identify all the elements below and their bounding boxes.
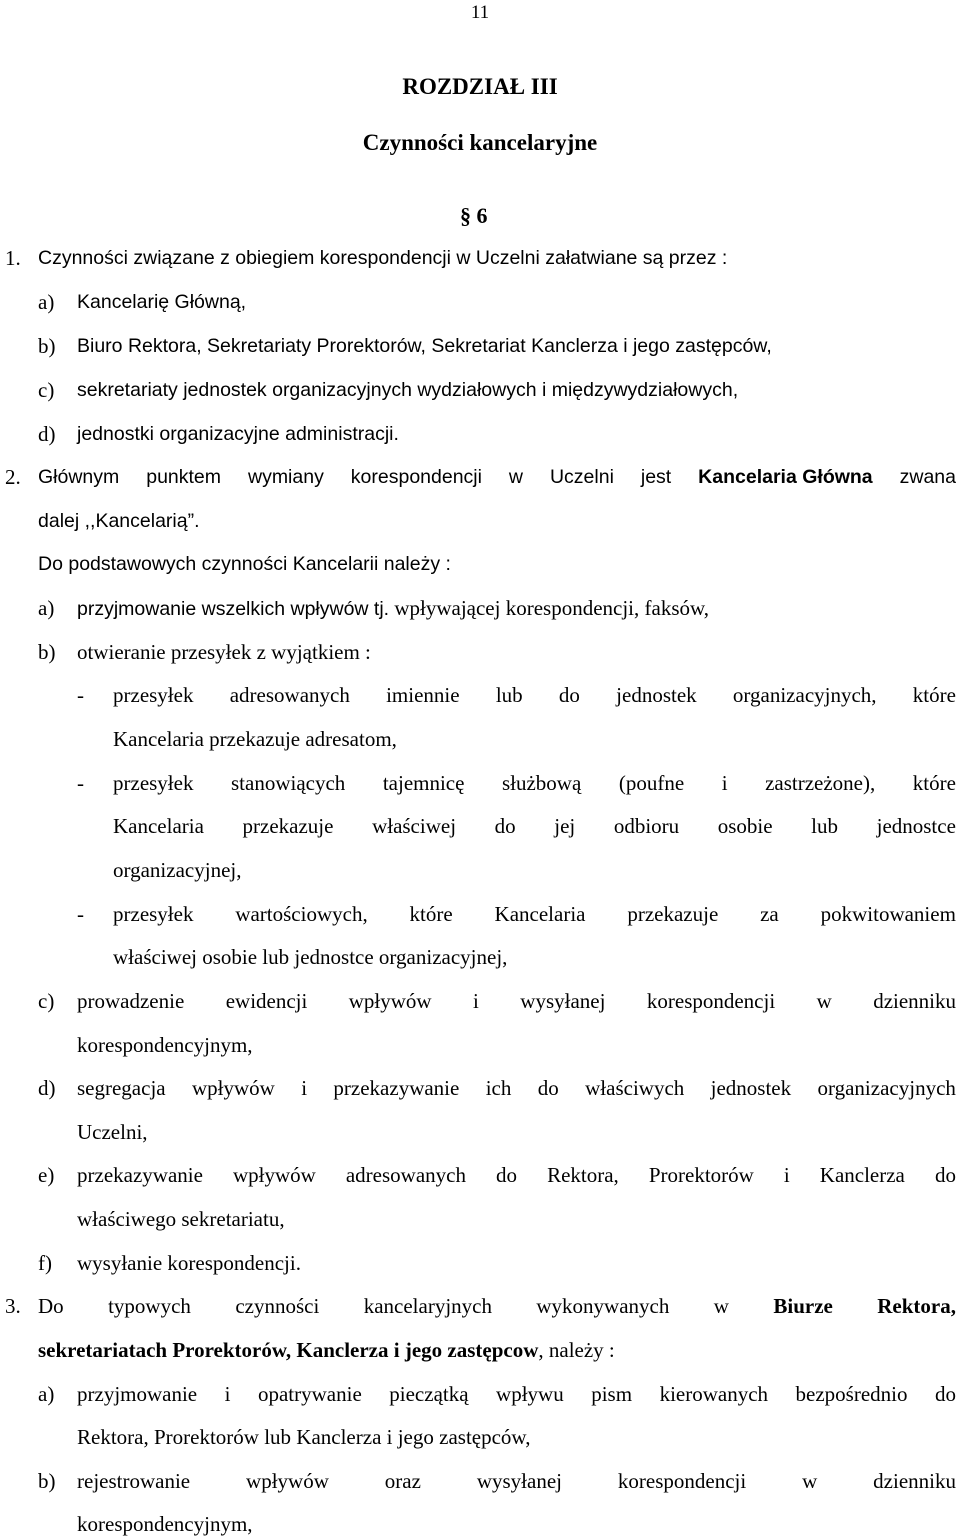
word: do <box>558 683 580 707</box>
word: adresowanych <box>345 1163 466 1187</box>
word: osobie <box>717 814 773 838</box>
word: i <box>301 1076 308 1100</box>
word: pism <box>591 1382 633 1406</box>
word: w <box>508 466 524 488</box>
word: opatrywanie <box>257 1382 362 1406</box>
word: korespondencji <box>646 989 776 1013</box>
p2-item-b-label: b) <box>38 640 56 664</box>
p1-item-c-text: sekretariaty jednostek organizacyjnych wydziałowych i międzywydziałowych, <box>77 379 739 401</box>
word: typowych <box>108 1294 191 1318</box>
word: wpływów <box>348 989 432 1013</box>
dash-2-line3: organizacyjnej, <box>113 858 242 882</box>
word: Kancelaria <box>113 814 204 838</box>
p3-item-a-line1 <box>77 1383 956 1405</box>
word: które <box>912 683 956 707</box>
p1-number: 1. <box>5 246 21 270</box>
p1-item-c-label: c) <box>38 378 55 402</box>
dash-3: - <box>77 902 84 926</box>
word: przesyłek <box>113 771 194 795</box>
p3-item-b-line1 <box>77 1470 956 1492</box>
word: i <box>721 771 728 795</box>
dash-1: - <box>77 683 84 707</box>
word: czynności <box>235 1294 320 1318</box>
p3-line1 <box>38 1295 956 1317</box>
word: dzienniku <box>873 1469 956 1493</box>
p3-item-a-line2: Rektora, Prorektorów lub Kanclerza i jego zastępców, <box>77 1425 531 1449</box>
word: oraz <box>384 1469 421 1493</box>
word: korespondencji <box>350 466 482 488</box>
word: wymiany <box>247 466 324 488</box>
word: i <box>224 1382 231 1406</box>
bold-phrase: Kancelaria Główna <box>698 466 873 488</box>
word: kancelaryjnych <box>363 1294 492 1318</box>
bold-word: Rektora, <box>877 1294 956 1318</box>
p2-item-e-label: e) <box>38 1163 55 1187</box>
p1-item-b-text: Biuro Rektora, Sekretariaty Prorektorów, Sekretariat Kanclerza i jego zastępców, <box>77 335 772 357</box>
word: organizacyjnych, <box>732 683 877 707</box>
word: ewidencji <box>225 989 308 1013</box>
word: służbową <box>501 771 582 795</box>
word: zwana <box>899 466 956 488</box>
word: punktem <box>146 466 222 488</box>
p2-line1 <box>38 466 956 488</box>
word: stanowiących <box>231 771 346 795</box>
word: tajemnicę <box>382 771 465 795</box>
word: do <box>496 1163 518 1187</box>
word: Do <box>38 1294 64 1318</box>
word: wpływów <box>246 1469 329 1493</box>
word: jej <box>554 814 576 838</box>
word: wysyłanej <box>520 989 606 1013</box>
dash-2-line1 <box>113 772 956 794</box>
word: Kanclerza <box>819 1163 905 1187</box>
word: wpływów <box>191 1076 275 1100</box>
word: przekazywanie <box>333 1076 460 1100</box>
word: jednostek <box>616 683 697 707</box>
word: przesyłek <box>113 683 194 707</box>
word: za <box>760 902 779 926</box>
p2-item-c-label: c) <box>38 989 55 1013</box>
p3-item-b-line2: korespondencyjnym, <box>77 1512 253 1536</box>
p2-item-a-label: a) <box>38 596 55 620</box>
word: przekazuje <box>627 902 719 926</box>
p2-item-f-label: f) <box>38 1251 52 1275</box>
word: (poufne <box>618 771 685 795</box>
text-span: przyjmowanie wszelkich wpływów tj. <box>77 598 390 620</box>
word: do <box>935 1382 956 1406</box>
word: które <box>409 902 453 926</box>
p2-item-f-text: wysyłanie korespondencji. <box>77 1251 301 1275</box>
word: kierowanych <box>659 1382 769 1406</box>
word: segregacja <box>77 1076 166 1100</box>
word: lub <box>811 814 839 838</box>
word: przesyłek <box>113 902 194 926</box>
word: Uczelni <box>549 466 614 488</box>
dash-1-line1 <box>113 684 956 706</box>
chapter-title: ROZDZIAŁ III <box>402 74 558 99</box>
p2-item-d-line2: Uczelni, <box>77 1120 148 1144</box>
bold-phrase: sekretariatach Prorektorów, Kanclerza i jego zastępcow <box>38 1338 539 1362</box>
word: do <box>537 1076 559 1100</box>
p2-line2: dalej ,,Kancelarią”. <box>38 510 200 532</box>
p2-number: 2. <box>5 465 21 489</box>
p3-number: 3. <box>5 1294 21 1318</box>
p1-item-b-label: b) <box>38 334 56 358</box>
word: właściwych <box>585 1076 685 1100</box>
word: lub <box>495 683 523 707</box>
p3-item-a-label: a) <box>38 1382 55 1406</box>
word: jednostce <box>876 814 956 838</box>
dash-2: - <box>77 771 84 795</box>
word: przyjmowanie <box>77 1382 198 1406</box>
p2-item-d-label: d) <box>38 1076 56 1100</box>
p3-line2 <box>38 1339 615 1361</box>
word: wpływów <box>232 1163 316 1187</box>
dash-3-line2: właściwej osobie lub jednostce organizacyjnej, <box>113 945 508 969</box>
word: jednostek <box>710 1076 792 1100</box>
text-span: , należy : <box>538 1338 615 1362</box>
word: do <box>934 1163 956 1187</box>
p2-item-c-line1 <box>77 990 956 1012</box>
word: do <box>494 814 516 838</box>
p1-item-d-label: d) <box>38 422 56 446</box>
p1-text: Czynności związane z obiegiem korespondencji w Uczelni załatwiane są przez : <box>38 247 728 269</box>
p2-item-e-line1 <box>77 1164 956 1186</box>
dash-3-line1 <box>113 903 956 925</box>
p3-item-b-label: b) <box>38 1469 56 1493</box>
word: Rektora, <box>547 1163 619 1187</box>
word: wartościowych, <box>235 902 368 926</box>
word: prowadzenie <box>77 989 185 1013</box>
word: w <box>713 1294 729 1318</box>
word: wpływu <box>496 1382 564 1406</box>
p1-item-d-text: jednostki organizacyjne administracji. <box>77 423 399 445</box>
word: wysyłanej <box>476 1469 562 1493</box>
word: Głównym <box>38 466 120 488</box>
dash-2-line2 <box>113 815 956 837</box>
word: przekazuje <box>242 814 334 838</box>
word: adresowanych <box>229 683 350 707</box>
bold-word: Biurze <box>773 1294 833 1318</box>
word: pokwitowaniem <box>820 902 956 926</box>
word: właściwej <box>372 814 457 838</box>
p2-item-c-line2: korespondencyjnym, <box>77 1033 253 1057</box>
word: w <box>802 1469 818 1493</box>
word: rejestrowanie <box>77 1469 191 1493</box>
word: pieczątką <box>389 1382 469 1406</box>
page-number: 11 <box>470 2 490 23</box>
chapter-subtitle: Czynności kancelaryjne <box>362 130 598 155</box>
word: zastrzeżone), <box>765 771 876 795</box>
word: Prorektorów <box>648 1163 754 1187</box>
word: imiennie <box>386 683 460 707</box>
word: które <box>912 771 956 795</box>
word: i <box>783 1163 790 1187</box>
word: przekazywanie <box>77 1163 203 1187</box>
p2-item-d-line1 <box>77 1077 956 1099</box>
dash-1-line2: Kancelaria przekazuje adresatom, <box>113 727 397 751</box>
word: ich <box>485 1076 512 1100</box>
p1-item-a-text: Kancelarię Główną, <box>77 291 247 313</box>
word: wykonywanych <box>536 1294 670 1318</box>
p1-item-a-label: a) <box>38 290 55 314</box>
p2-intro: Do podstawowych czynności Kancelarii należy : <box>38 553 451 575</box>
word: i <box>473 989 479 1013</box>
word: korespondencji <box>617 1469 747 1493</box>
text-span: wpływającej korespondencji, faksów, <box>394 596 710 620</box>
p2-item-a-text <box>77 597 709 620</box>
word: bezpośrednio <box>795 1382 908 1406</box>
word: odbioru <box>613 814 680 838</box>
word: w <box>816 989 832 1013</box>
word: Kancelaria <box>494 902 586 926</box>
word: organizacyjnych <box>817 1076 956 1100</box>
section-symbol: § 6 <box>460 203 488 228</box>
p2-item-b-text: otwieranie przesyłek z wyjątkiem : <box>77 640 371 664</box>
p2-item-e-line2: właściwego sekretariatu, <box>77 1207 285 1231</box>
word: dzienniku <box>873 989 956 1013</box>
word: jest <box>640 466 672 488</box>
